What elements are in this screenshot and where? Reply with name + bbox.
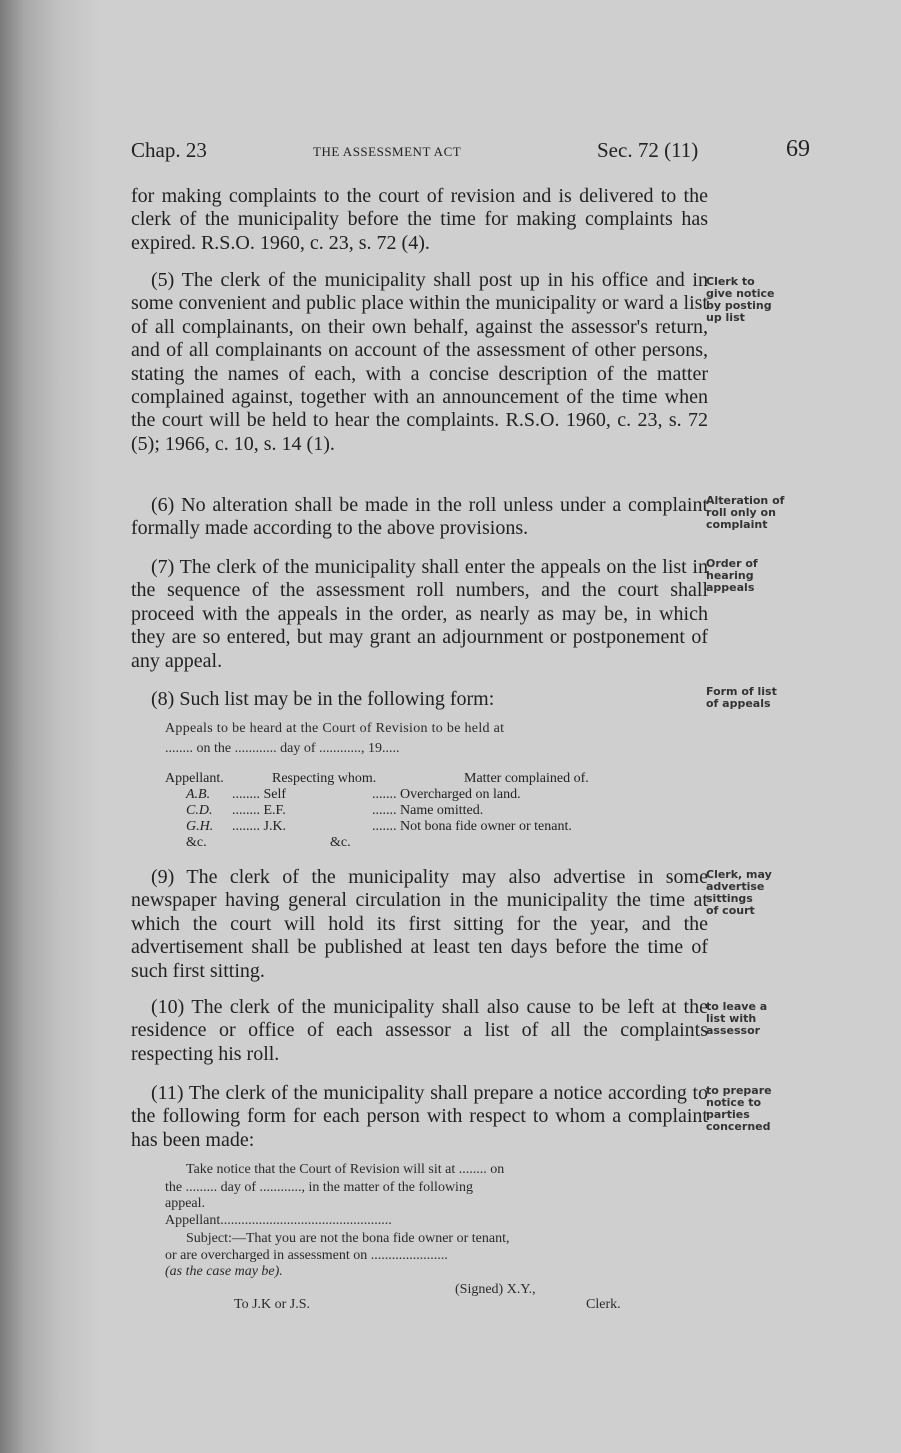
table-row-3-matter: ....... Not bona fide owner or tenant.: [372, 819, 572, 834]
table-row-3-appellant: G.H.: [186, 819, 214, 834]
table-row-2-appellant: C.D.: [186, 803, 213, 818]
notice-line-7: (as the case may be).: [165, 1264, 283, 1279]
table-row-1-appellant: A.B.: [186, 787, 211, 802]
paragraph-9: (9) The clerk of the municipality may also advertise in some newspaper having general circulation in the municipality the time at which the court will hold its first sitting for the year, and the advertisement shall be published at least ten days before the time of such first sitting.: [131, 866, 708, 982]
form-list-header-appellant: Appellant.: [165, 771, 224, 786]
table-row-4-appellant: &c.: [186, 835, 207, 850]
form-list-header-matter: Matter complained of.: [464, 771, 589, 786]
form-list-header-respecting: Respecting whom.: [272, 771, 377, 786]
margin-note-5-line-3: by posting: [706, 299, 772, 312]
margin-note-6: [706, 495, 784, 531]
table-row-3-whom: ........ J.K.: [232, 819, 287, 834]
margin-note-5: [706, 276, 775, 324]
table-row-4-whom: &c.: [330, 835, 351, 850]
margin-note-8-line-2: of appeals: [706, 697, 771, 710]
margin-note-11-line-2: notice to: [706, 1096, 762, 1109]
table-row-1-matter: ....... Overcharged on land.: [372, 787, 521, 802]
margin-note-7-line-2: hearing: [706, 569, 754, 582]
margin-note-11: [706, 1085, 772, 1133]
margin-note-7: [706, 558, 758, 594]
margin-note-8: [706, 686, 777, 710]
paragraph-8: (8) Such list may be in the following form:: [151, 688, 495, 710]
margin-note-9-line-4: of court: [706, 904, 755, 917]
margin-note-11-line-4: concerned: [706, 1120, 771, 1133]
paragraph-10: (10) The clerk of the municipality shall also cause to be left at the residence or office of each assessor a list of all the complaints respecting his roll.: [131, 996, 708, 1065]
table-row-2-whom: ........ E.F.: [232, 803, 286, 818]
paragraph-5: (5) The clerk of the municipality shall post up in his office and in some convenient and public place within the municipality or ward a list of all complainants, on their own behalf, against the assessor's return, and of all complainants on account of the assessment of other persons, stating the names of each, with a concise description of the matter complained against, together with an announcement of the time when the court will be held to hear the complaints. R.S.O. 1960, c. 23, s. 72 (5); 1966, c. 10, s. 14 (1).: [131, 269, 708, 455]
chapter-label: Chap. 23: [131, 138, 207, 162]
margin-note-9: [706, 869, 772, 917]
notice-line-3: appeal.: [165, 1196, 206, 1211]
margin-note-10-line-1: to leave a: [706, 1000, 768, 1013]
notice-addressee: To J.K or J.S.: [234, 1297, 311, 1312]
margin-note-10: [706, 1001, 767, 1037]
table-row-2-matter: ....... Name omitted.: [372, 803, 484, 818]
running-title: THE ASSESSMENT ACT: [313, 144, 462, 159]
margin-note-8-line-1: Form of list: [706, 685, 777, 698]
margin-note-5-line-1: Clerk to: [706, 275, 755, 288]
margin-note-10-line-2: list with: [706, 1012, 757, 1025]
margin-note-9-line-3: sittings: [706, 892, 753, 905]
margin-note-11-line-1: to prepare: [706, 1084, 772, 1097]
margin-note-6-line-1: Alteration of: [706, 494, 785, 507]
notice-clerk: Clerk.: [586, 1297, 621, 1312]
page-gutter-shadow: [0, 0, 100, 1453]
notice-line-1: Take notice that the Court of Revision will sit at ........ on: [186, 1162, 505, 1177]
margin-note-9-line-2: advertise: [706, 880, 765, 893]
margin-note-6-line-2: roll only on: [706, 506, 776, 519]
paragraph-6: (6) No alteration shall be made in the roll unless under a complaint formally made according to the above provisions.: [131, 494, 708, 540]
page-number: 69: [786, 136, 810, 162]
notice-line-4: Appellant.................................................: [165, 1213, 392, 1228]
notice-line-2: the ......... day of ............, in the matter of the following: [165, 1180, 473, 1195]
margin-note-5-line-4: up list: [706, 311, 745, 324]
notice-line-6: or are overcharged in assessment on ......................: [165, 1248, 448, 1263]
margin-note-7-line-1: Order of: [706, 557, 758, 570]
table-row-1-whom: ........ Self: [232, 787, 287, 802]
margin-note-10-line-3: assessor: [706, 1024, 761, 1037]
margin-note-5-line-2: give notice: [706, 287, 775, 300]
paragraph-7: (7) The clerk of the municipality shall enter the appeals on the list in the sequence of the assessment roll numbers, and the court shall proceed with the appeals in the order, as nearly as may be, in which they are so entered, but may grant an adjournment or postponement of any appeal.: [131, 556, 708, 672]
notice-line-5: Subject:—That you are not the bona fide owner or tenant,: [186, 1231, 510, 1246]
form-list-intro: Appeals to be heard at the Court of Revision to be held at: [165, 721, 505, 736]
margin-note-9-line-1: Clerk, may: [706, 868, 772, 881]
margin-note-6-line-3: complaint: [706, 518, 768, 531]
form-list-date-line: ........ on the ............ day of ............, 19.....: [165, 741, 400, 756]
paragraph-4-continued: for making complaints to the court of revision and is delivered to the clerk of the municipality before the time for making complaints has expired. R.S.O. 1960, c. 23, s. 72 (4).: [131, 185, 708, 254]
notice-signed: (Signed) X.Y.,: [455, 1282, 536, 1297]
margin-note-7-line-3: appeals: [706, 581, 755, 594]
margin-note-11-line-3: parties: [706, 1108, 750, 1121]
section-label: Sec. 72 (11): [597, 138, 699, 162]
paragraph-11: (11) The clerk of the municipality shall prepare a notice according to the following form for each person with respect to whom a complaint has been made:: [131, 1082, 708, 1151]
